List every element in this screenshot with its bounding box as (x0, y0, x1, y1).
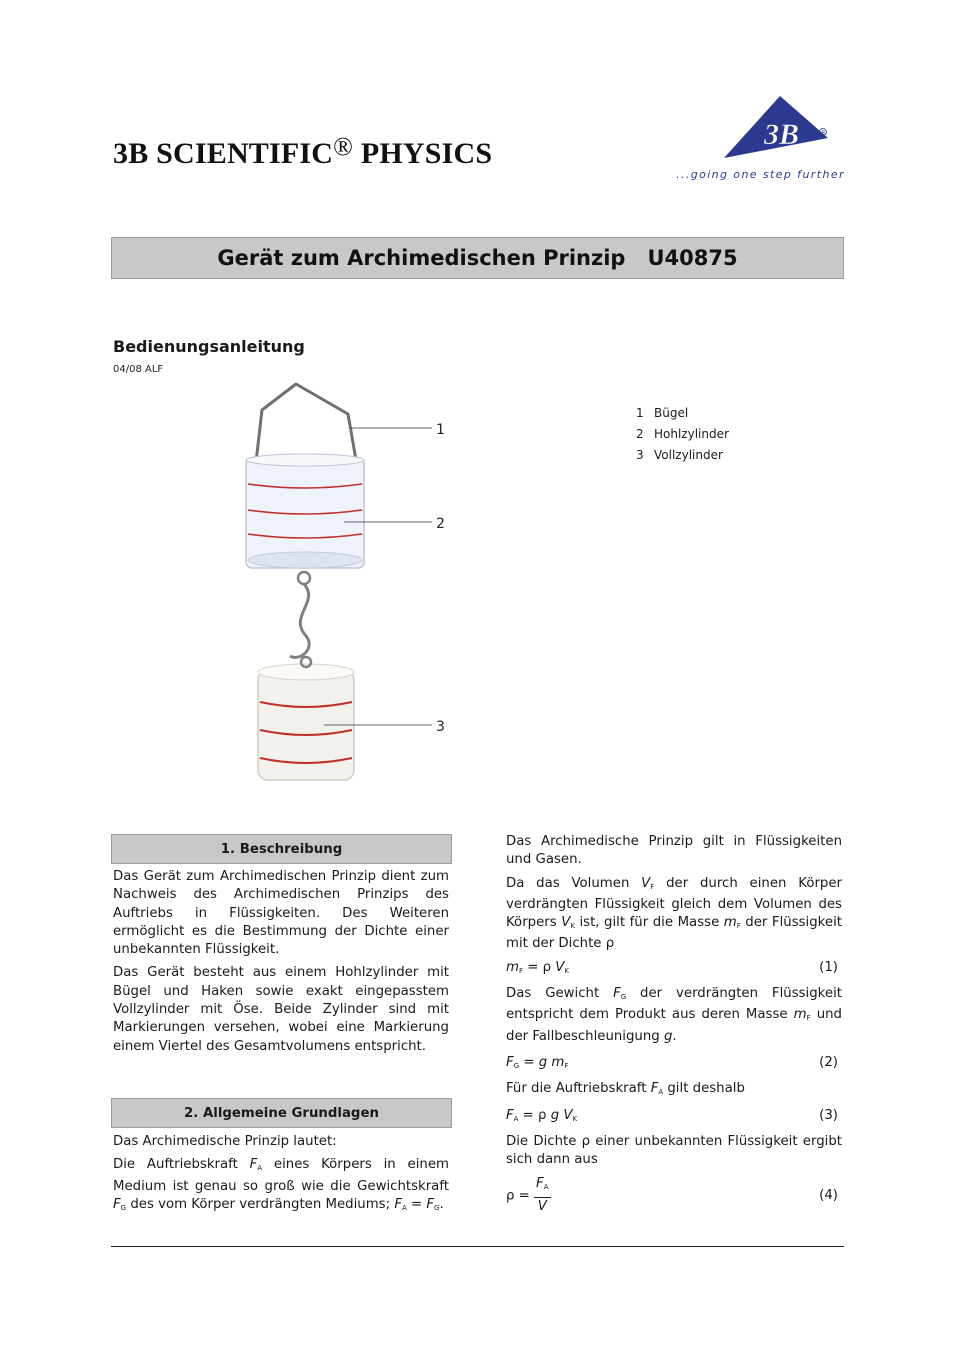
equation-2: $F_G = g$ $m_F$ (2) (506, 1054, 838, 1070)
paragraph: Das Gerät zum Archimedischen Prinzip dient zum Nachweis des Archimedischen Prinzips des Auftriebs in Flüssigkeiten. Des Weiteren ermöglicht es die Bestimmung der Dichte einer unbekannten Flüssigkeit. (113, 869, 449, 958)
document-title-bar (111, 237, 844, 279)
section-1-heading: 1. Beschreibung (111, 834, 452, 864)
figure-legend (636, 403, 729, 466)
right-column (506, 833, 842, 1221)
svg-text:R: R (821, 130, 826, 136)
logo-tagline: ...going one step further (676, 168, 845, 181)
paragraph: Das Archimedische Prinzip lautet: (113, 1134, 337, 1149)
document-title: Gerät zum Archimedischen Prinzip (217, 246, 626, 270)
equation-4: ρ = $\frac{F_A}{V}$ (4) (506, 1176, 838, 1214)
hanger-wire (256, 384, 356, 462)
paragraph: Die Auftriebskraft $F_A$ eines Körpers in einem Medium ist genau so groß wie die Gewichtskraft $F_G$ des vom Körper verdrängten Mediums; $F_A = F_G$. (113, 1157, 449, 1212)
paragraph: Für die Auftriebskraft $F_A$ gilt deshalb (506, 1081, 745, 1097)
equation-3: $F_A = \rho$ g $V_K$ (3) (506, 1107, 838, 1123)
3b-logo (676, 92, 846, 187)
paragraph: Da das Volumen $V_F$ der durch einen Körper verdrängten Flüssigkeit gleich dem Volumen des Körpers $V_K$ ist, gilt für die Masse $m_F$ der Flüssigkeit mit der Dichte ρ (506, 875, 843, 952)
paragraph: Das Gewicht $F_G$ der verdrängten Flüssigkeit entspricht dem Produkt aus deren Masse $m_F$ und der Fallbeschleunigung g. (506, 986, 842, 1044)
equation-1: $m_F = \rho$ $V_K$ (1) (506, 959, 838, 975)
paragraph: Das Gerät besteht aus einem Hohlzylinder mit Bügel und Haken sowie exakt eingepasstem Vollzylinder mit Öse. Beide Zylinder sind mit Markierungen versehen, wobei eine Markierung einem Viertel des Gesamtvolumens entspricht. (113, 965, 449, 1054)
callout-3: 3 (436, 719, 445, 735)
legend-item: 1 Bügel (636, 406, 689, 420)
svg-text:3B: 3B (764, 118, 800, 151)
apparatus-photo (240, 380, 460, 790)
callout-2: 2 (436, 516, 445, 532)
revision-code: 04/08 ALF (113, 364, 164, 375)
footer-divider (111, 1246, 844, 1247)
section-1-body (113, 868, 449, 1061)
brand-title: 3B SCIENTIFIC® PHYSICS (113, 132, 493, 170)
section-2-heading: 2. Allgemeine Grundlagen (111, 1098, 452, 1128)
paragraph: Das Archimedische Prinzip gilt in Flüssigkeiten und Gasen. (506, 834, 842, 868)
product-code: U40875 (647, 246, 738, 270)
paragraph: Die Dichte ρ einer unbekannten Flüssigkeit ergibt sich dann aus (506, 1133, 842, 1168)
callout-1: 1 (436, 422, 445, 438)
legend-item: 2 Hohlzylinder (636, 427, 729, 441)
section-2-body (113, 1133, 449, 1222)
manual-heading: Bedienungsanleitung (113, 337, 305, 356)
hook (290, 584, 309, 657)
legend-item: 3 Vollzylinder (636, 448, 723, 462)
